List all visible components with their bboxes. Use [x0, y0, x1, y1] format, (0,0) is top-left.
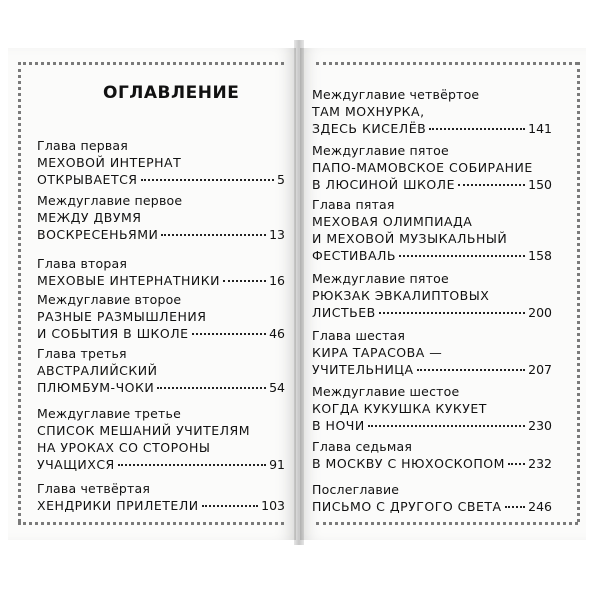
toc-entry — [312, 481, 552, 515]
entry-chapter-label: Междуглавие шестое — [312, 384, 460, 399]
entry-page-number: 5 — [277, 172, 285, 187]
entry-chapter-label: Глава пятая — [312, 197, 395, 212]
entry-title-last-line — [37, 456, 285, 473]
entry-title-last-line — [37, 272, 285, 289]
entry-title-text: И СОБЫТИЯ В ШКОЛЕ — [37, 326, 189, 341]
entry-title-text: ХЕНДРИКИ ПРИЛЕТЕЛИ — [37, 498, 199, 513]
toc-entry — [37, 255, 285, 289]
entry-chapter-label: Глава вторая — [37, 256, 128, 271]
entry-chapter-label: Междуглавие четвёртое — [312, 87, 480, 102]
entry-title-text: ПЛЮМБУМ-ЧОКИ — [37, 380, 155, 395]
entry-chapter-label: Глава первая — [37, 138, 129, 153]
entry-title-text: ПИСЬМО С ДРУГОГО СВЕТА — [312, 499, 502, 514]
entry-title-text: УЧАЩИХСЯ — [37, 457, 115, 472]
entry-page-number: 207 — [528, 362, 552, 377]
dot-leader — [458, 184, 525, 186]
dot-leader — [161, 234, 266, 236]
entry-title-text: В ЛЮСИНОЙ ШКОЛЕ — [312, 177, 455, 192]
dot-leader — [223, 280, 266, 282]
entry-page-number: 16 — [269, 273, 285, 288]
entry-chapter-label: Глава шестая — [312, 328, 406, 343]
entry-title-last-line — [37, 379, 285, 396]
left-bottom-ornament — [18, 522, 284, 525]
right-top-ornament — [316, 62, 578, 65]
dot-leader — [505, 506, 526, 508]
toc-entry — [37, 345, 285, 396]
entry-title-last-line — [312, 455, 552, 472]
entry-page-number: 13 — [269, 227, 285, 242]
entry-page-number: 150 — [528, 177, 552, 192]
entry-page-number: 200 — [528, 305, 552, 320]
dot-leader — [368, 425, 525, 427]
entry-title-last-line — [37, 325, 285, 342]
entry-title-text: ФЕСТИВАЛЬ — [312, 248, 396, 263]
entry-title-line: РЮКЗАК ЭВКАЛИПТОВЫХ — [312, 288, 490, 303]
entry-chapter-label: Междуглавие пятое — [312, 143, 449, 158]
entry-title-line: МЕЖДУ ДВУМЯ — [37, 210, 142, 225]
entry-title-last-line — [312, 247, 552, 264]
entry-title-line: МЕХОВОЙ ИНТЕРНАТ — [37, 155, 182, 170]
toc-entry — [312, 438, 552, 472]
book-gutter — [294, 40, 304, 545]
entry-title-line: КОГДА КУКУШКА КУКУЕТ — [312, 401, 487, 416]
entry-title-last-line — [37, 171, 285, 188]
entry-chapter-label: Междуглавие третье — [37, 406, 181, 421]
entry-title-last-line — [312, 417, 552, 434]
toc-entry — [312, 196, 552, 264]
entry-title-text: В МОСКВУ С НЮХОСКОПОМ — [312, 456, 505, 471]
entry-title-line: ПАПО-МАМОВСКОЕ СОБИРАНИЕ — [312, 160, 533, 175]
entry-title-line: ТАМ МОХНУРКА, — [312, 104, 425, 119]
entry-page-number: 46 — [269, 326, 285, 341]
entry-page-number: 141 — [528, 121, 552, 136]
entry-title-line: АВСТРАЛИЙСКИЙ — [37, 363, 158, 378]
entry-page-number: 230 — [528, 418, 552, 433]
entry-title-last-line — [312, 120, 552, 137]
right-bottom-ornament — [316, 522, 578, 525]
toc-entry — [37, 192, 285, 243]
entry-chapter-label: Междуглавие первое — [37, 193, 183, 208]
entry-title-text: ЛИСТЬЕВ — [312, 305, 376, 320]
entry-title-line: СПИСОК МЕШАНИЙ УЧИТЕЛЯМ — [37, 423, 251, 438]
dot-leader — [157, 387, 266, 389]
toc-entry — [312, 142, 552, 193]
entry-title-line: НА УРОКАХ СО СТОРОНЫ — [37, 440, 211, 455]
entry-title-last-line — [312, 176, 552, 193]
entry-chapter-label: Глава третья — [37, 346, 127, 361]
dot-leader — [141, 179, 275, 181]
toc-entry — [37, 480, 285, 514]
dot-leader — [399, 255, 525, 257]
entry-title-line: И МЕХОВОЙ МУЗЫКАЛЬНЫЙ — [312, 231, 508, 246]
toc-entry — [312, 86, 552, 137]
entry-title-last-line — [312, 498, 552, 515]
left-top-ornament — [18, 62, 284, 65]
toc-entry — [37, 137, 285, 188]
entry-page-number: 158 — [528, 248, 552, 263]
entry-chapter-label: Глава четвёртая — [37, 481, 151, 496]
entry-chapter-label: Послеглавие — [312, 482, 400, 497]
entry-title-last-line — [37, 226, 285, 243]
toc-entry — [37, 291, 285, 342]
dot-leader — [118, 464, 266, 466]
entry-page-number: 246 — [528, 499, 552, 514]
entry-title-text: УЧИТЕЛЬНИЦА — [312, 362, 414, 377]
toc-entry — [37, 405, 285, 473]
dot-leader — [379, 312, 525, 314]
entry-chapter-label: Глава седьмая — [312, 439, 413, 454]
entry-title-last-line — [37, 497, 285, 514]
right-side-ornament — [577, 62, 580, 522]
contents-title: ОГЛАВЛЕНИЕ — [103, 83, 240, 103]
entry-title-line: МЕХОВАЯ ОЛИМПИАДА — [312, 214, 473, 229]
toc-entry — [312, 383, 552, 434]
entry-chapter-label: Междуглавие второе — [37, 292, 182, 307]
entry-title-text: ВОСКРЕСЕНЬЯМИ — [37, 227, 159, 242]
entry-title-last-line — [312, 304, 552, 321]
entry-title-text: ОТКРЫВАЕТСЯ — [37, 172, 138, 187]
dot-leader — [192, 333, 267, 335]
entry-title-line: КИРА ТАРАСОВА — — [312, 345, 443, 360]
dot-leader — [508, 463, 525, 465]
entry-chapter-label: Междуглавие пятое — [312, 271, 449, 286]
dot-leader — [429, 128, 525, 130]
entry-page-number: 103 — [261, 498, 285, 513]
entry-title-text: МЕХОВЫЕ ИНТЕРНАТНИКИ — [37, 273, 220, 288]
dot-leader — [202, 505, 259, 507]
entry-page-number: 91 — [269, 457, 285, 472]
entry-title-text: В НОЧИ — [312, 418, 365, 433]
entry-title-line: РАЗНЫЕ РАЗМЫШЛЕНИЯ — [37, 309, 207, 324]
entry-page-number: 232 — [528, 456, 552, 471]
dot-leader — [417, 369, 526, 371]
entry-title-text: ЗДЕСЬ КИСЕЛЁВ — [312, 121, 427, 136]
toc-entry — [312, 270, 552, 321]
toc-entry — [312, 327, 552, 378]
entry-page-number: 54 — [269, 380, 285, 395]
left-side-ornament — [18, 62, 21, 522]
entry-title-last-line — [312, 361, 552, 378]
